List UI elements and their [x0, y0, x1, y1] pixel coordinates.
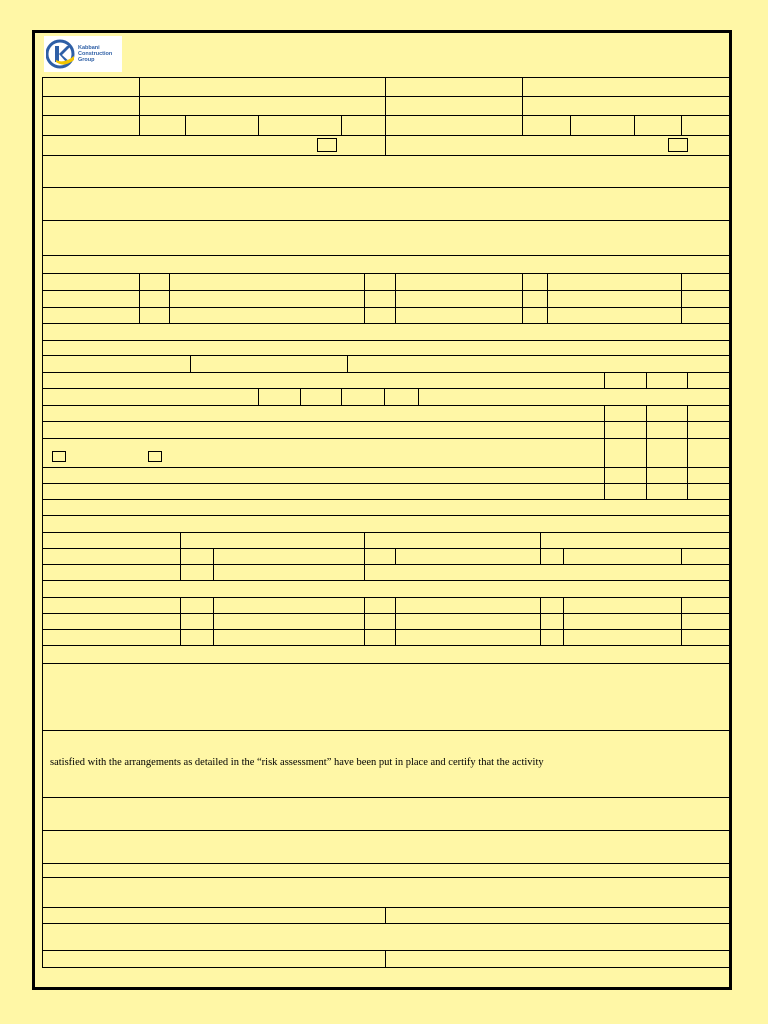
row-line [42, 830, 730, 831]
col-line [364, 597, 365, 645]
checkbox[interactable] [317, 138, 337, 152]
row-line [42, 877, 730, 878]
row-line [42, 155, 730, 156]
col-line [213, 597, 214, 645]
company-name-line1: Kabbani [78, 45, 100, 51]
col-line [687, 372, 688, 388]
col-line [300, 388, 301, 405]
row-line [42, 580, 730, 581]
row-line [42, 629, 730, 630]
row-line [42, 290, 730, 291]
col-line [139, 273, 140, 323]
col-line [418, 388, 419, 405]
col-line [341, 388, 342, 405]
col-line [570, 115, 571, 135]
col-line [563, 548, 564, 564]
col-line [258, 388, 259, 405]
row-line [42, 421, 730, 422]
col-line [364, 273, 365, 323]
row-line [42, 115, 730, 116]
col-line [547, 273, 548, 323]
col-line [395, 273, 396, 323]
row-line [42, 564, 730, 565]
col-line [681, 273, 682, 323]
row-line [42, 663, 730, 664]
row-line [42, 135, 730, 136]
row-line [42, 499, 730, 500]
col-line [258, 115, 259, 135]
col-line [540, 532, 541, 564]
row-line [42, 730, 730, 731]
col-line [139, 77, 140, 135]
col-line [681, 115, 682, 135]
col-line [385, 950, 386, 968]
row-line [42, 532, 730, 533]
company-logo [44, 36, 122, 72]
col-line [395, 548, 396, 564]
col-line [604, 372, 605, 388]
col-line [681, 597, 682, 645]
row-line [42, 96, 730, 97]
row-line [42, 515, 730, 516]
col-line [213, 548, 214, 580]
col-line [341, 115, 342, 135]
row-line [42, 548, 730, 549]
row-line [42, 405, 730, 406]
row-line [42, 467, 730, 468]
company-name [78, 45, 112, 63]
row-line [42, 307, 730, 308]
col-line [634, 115, 635, 135]
row-line [42, 863, 730, 864]
checkbox[interactable] [148, 451, 162, 462]
col-line [384, 388, 385, 405]
col-line [180, 532, 181, 580]
col-line [687, 405, 688, 499]
col-line [347, 355, 348, 372]
col-line [385, 77, 386, 155]
row-line [42, 323, 730, 324]
col-line [185, 115, 186, 135]
col-line [180, 597, 181, 645]
col-line [540, 597, 541, 645]
row-line [42, 187, 730, 188]
row-line [42, 907, 730, 908]
col-line [385, 907, 386, 923]
col-line [190, 355, 191, 372]
row-line [42, 388, 730, 389]
row-line [42, 797, 730, 798]
col-line [604, 405, 605, 499]
certification-text: satisfied with the arrangements as detailed in the “risk assessment” have been put in place and certify that the activity [50, 757, 544, 768]
row-line [42, 355, 730, 356]
col-line [646, 405, 647, 499]
company-name-line2: Construction [78, 51, 113, 57]
col-line [646, 372, 647, 388]
row-line [42, 273, 730, 274]
row-line [42, 220, 730, 221]
col-line [395, 597, 396, 645]
row-line [42, 923, 730, 924]
row-line [42, 255, 730, 256]
row-line [42, 372, 730, 373]
company-name-line3: Group [78, 57, 95, 63]
col-line [681, 548, 682, 564]
kcg-logo-icon [46, 38, 76, 70]
row-line [42, 645, 730, 646]
row-line [42, 597, 730, 598]
form-grid [42, 77, 730, 968]
col-line [169, 273, 170, 323]
row-line [42, 483, 730, 484]
row-line [42, 340, 730, 341]
row-line [42, 438, 730, 439]
col-line [522, 273, 523, 323]
checkbox[interactable] [668, 138, 688, 152]
checkbox[interactable] [52, 451, 66, 462]
row-line [42, 950, 730, 951]
col-line [522, 77, 523, 135]
col-line [364, 532, 365, 580]
row-line [42, 613, 730, 614]
col-line [563, 597, 564, 645]
